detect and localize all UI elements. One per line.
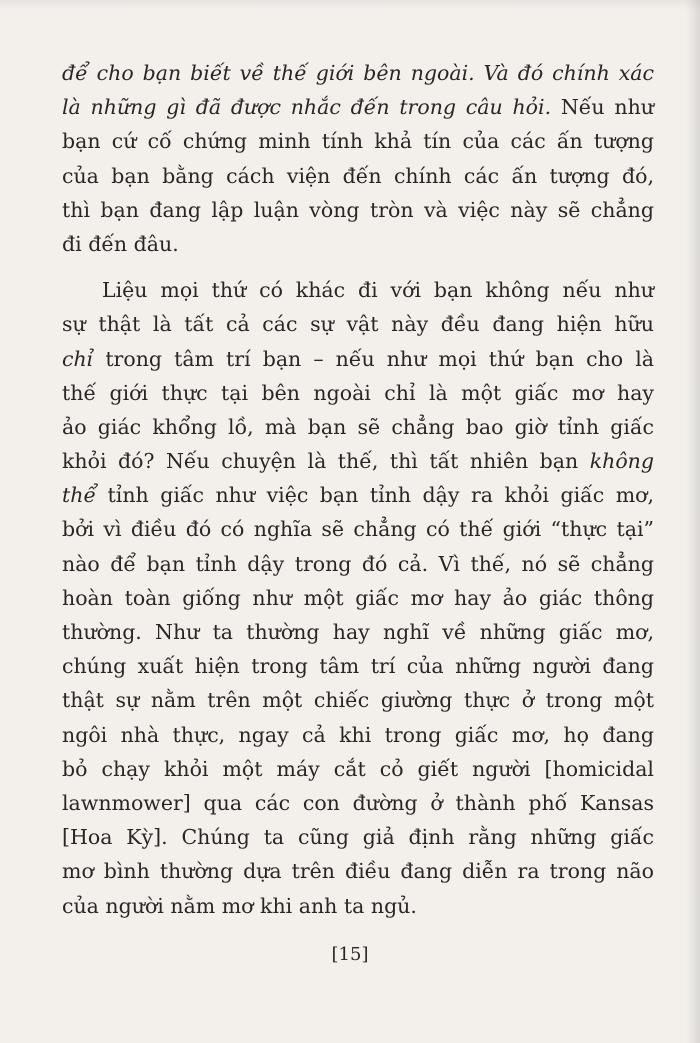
text-line: ảo giác khổng lồ, mà bạn sẽ chẳng bao giờ tỉnh giấc bbox=[62, 414, 654, 439]
italic-text: để cho bạn biết về thế giới bên ngoài. Và đó chính xác bbox=[62, 61, 654, 85]
page-number: [15] bbox=[331, 944, 369, 965]
page-top-shadow bbox=[0, 0, 700, 10]
text-line: thường. Như ta thường hay nghĩ về những giấc mơ, bbox=[62, 620, 654, 644]
text-line: ngôi nhà thực, ngay cả khi trong giấc mơ, họ đang bbox=[62, 722, 654, 747]
text-line: Liệu mọi thứ có khác đi với bạn không nếu như bbox=[102, 278, 654, 303]
text-line bbox=[62, 90, 654, 124]
text-line bbox=[62, 342, 654, 376]
text-line: bạn cứ cố chứng minh tính khả tín của các ấn tượng bbox=[62, 129, 654, 154]
text-span: Nếu như bbox=[551, 95, 654, 120]
text-line: bỏ chạy khỏi một máy cắt cỏ giết người [homicidal bbox=[62, 756, 654, 781]
paragraph-1 bbox=[62, 56, 654, 261]
text-line: chúng xuất hiện trong tâm trí của những người đang bbox=[62, 654, 654, 679]
text-line bbox=[62, 444, 654, 478]
paragraph-spacer bbox=[62, 261, 654, 273]
page-gutter-shadow bbox=[686, 0, 700, 1043]
text-line: thì bạn đang lập luận vòng tròn và việc này sẽ chẳng bbox=[62, 197, 654, 222]
text-span: tỉnh giấc như việc bạn tỉnh dậy ra khỏi giấc mơ, bbox=[96, 483, 654, 508]
text-line: thật sự nằm trên một chiếc giường thực ở trong một bbox=[62, 688, 654, 713]
text-line: [Hoa Kỳ]. Chúng ta cũng giả định rằng những giấc bbox=[62, 825, 654, 850]
text-line: nào để bạn tỉnh dậy trong đó cả. Vì thế, nó sẽ chẳng bbox=[62, 551, 654, 576]
text-line bbox=[62, 478, 654, 512]
italic-text: thể bbox=[62, 483, 97, 508]
text-line: của bạn bằng cách viện đến chính các ấn tượng đó, bbox=[62, 163, 654, 188]
text-line: đi đến đâu. bbox=[62, 231, 179, 256]
text-line: sự thật là tất cả các sự vật này đều đang hiện hữu bbox=[62, 312, 654, 337]
text-span: trong tâm trí bạn – nếu như mọi thứ bạn cho là bbox=[93, 346, 654, 371]
italic-text: không bbox=[589, 449, 654, 474]
italic-text: là những gì đã được nhắc đến trong câu hỏi. bbox=[62, 95, 552, 120]
text-line: mơ bình thường dựa trên điều đang diễn ra trong não bbox=[62, 859, 654, 884]
text-line bbox=[62, 56, 654, 90]
text-span: khỏi đó? Nếu chuyện là thế, thì tất nhiên bạn bbox=[62, 449, 590, 474]
paragraph-2 bbox=[62, 273, 654, 923]
text-line: bởi vì điều đó có nghĩa sẽ chẳng có thế giới “thực tại” bbox=[62, 517, 654, 542]
body-text bbox=[62, 56, 654, 923]
text-line: thế giới thực tại bên ngoài chỉ là một giấc mơ hay bbox=[62, 380, 654, 405]
text-line: của người nằm mơ khi anh ta ngủ. bbox=[62, 893, 417, 918]
italic-text: chỉ bbox=[62, 346, 94, 371]
text-line: hoàn toàn giống như một giấc mơ hay ảo giác thông bbox=[62, 585, 654, 610]
text-line: lawnmower] qua các con đường ở thành phố Kansas bbox=[62, 790, 654, 815]
